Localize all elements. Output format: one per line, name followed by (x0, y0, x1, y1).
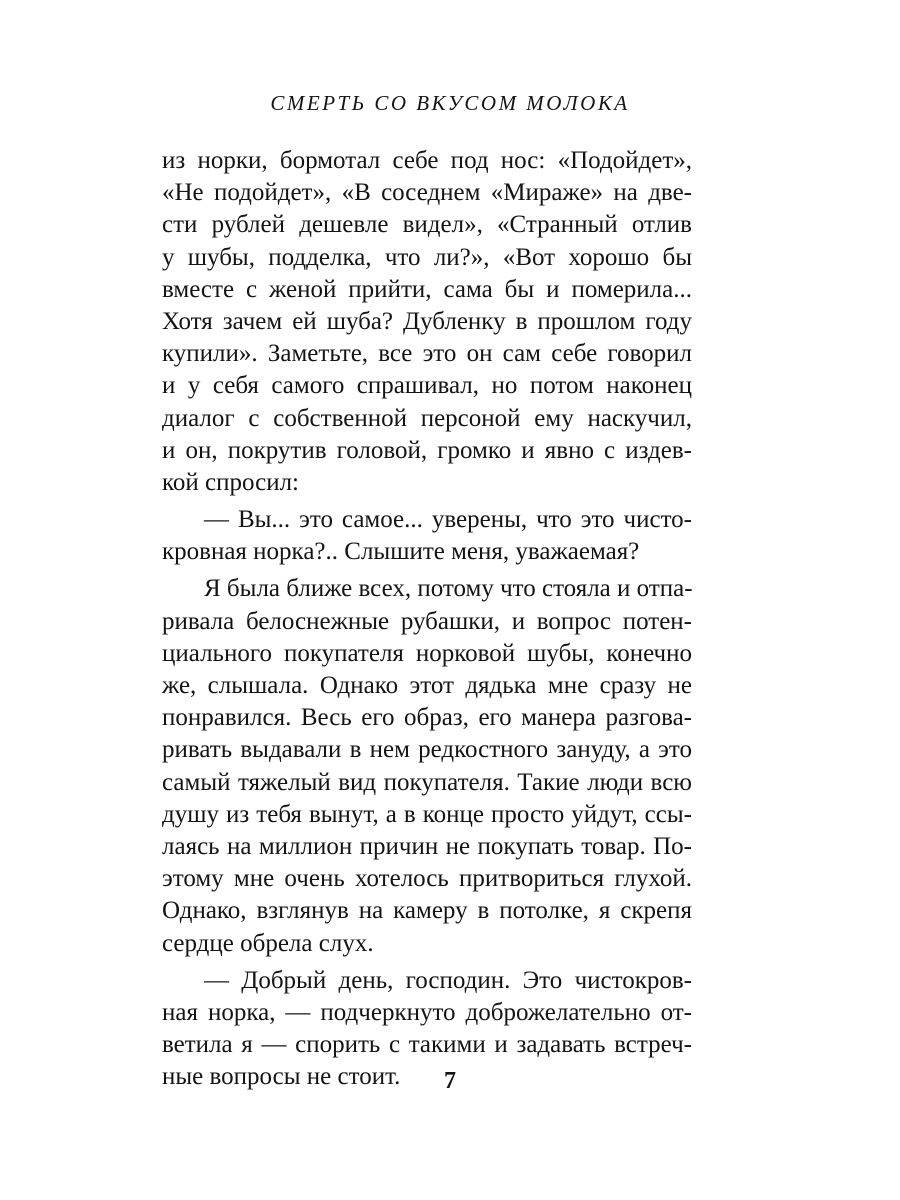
text-line: этому мне очень хотелось притвориться глухой. (162, 865, 692, 893)
text-line: кой спросил: (162, 468, 299, 496)
text-line: купили». Заметьте, все это он сам себе говорил (162, 340, 692, 368)
page-number: 7 (444, 1068, 456, 1094)
text-line: вместе с женой прийти, сама бы и померила... (162, 275, 692, 303)
text-line: ная норка, — подчеркнуто доброжелательно от- (162, 998, 692, 1026)
text-line: душу из тебя вынут, а в конце просто уйдут, ссы- (162, 800, 692, 828)
text-line: Я была ближе всех, потому что стояла и отпа- (204, 575, 693, 603)
text-line: ные вопросы не стоит. (162, 1063, 401, 1091)
text-line: диалог с собственной персоной ему наскучил, (162, 404, 692, 432)
text-line: ривать выдавали в нем редкостного зануду, а это (162, 736, 692, 764)
text-line: из норки, бормотал себе под нос: «Подойдет», (162, 147, 692, 174)
body-text (162, 145, 692, 1093)
text-line: циального покупателя норковой шубы, конечно (162, 639, 692, 667)
text-line: Однако, взглянув на камеру в потолке, я скрепя (162, 897, 692, 925)
text-line: ривала белоснежные рубашки, и вопрос потен- (162, 607, 692, 635)
paragraph-2 (162, 504, 692, 568)
paragraph-3 (162, 573, 692, 959)
text-line: сти рублей дешевле видел», «Странный отлив (162, 211, 692, 239)
text-line: ветила я — спорить с такими и задавать встреч- (162, 1031, 692, 1059)
text-line: самый тяжелый вид покупателя. Такие люди всю (162, 768, 692, 796)
text-line: и у себя самого спрашивал, но потом наконец (162, 372, 692, 400)
text-line: кровная норка?.. Слышите меня, уважаемая? (162, 538, 640, 566)
text-line: же, слышала. Однако этот дядька мне сразу не (162, 672, 692, 699)
text-line: у шубы, подделка, что ли?», «Вот хорошо бы (162, 243, 692, 271)
running-head: СМЕРТЬ СО ВКУСОМ МОЛОКА (270, 91, 630, 115)
text-line: сердце обрела слух. (162, 929, 374, 957)
text-line: и он, покрутив головой, громко и явно с издев- (162, 436, 692, 464)
text-line: — Вы... это самое... уверены, что это чисто- (204, 506, 692, 534)
text-line: — Добрый день, господин. Это чистокров- (204, 966, 692, 994)
paragraph-1 (162, 145, 692, 499)
text-line: «Не подойдет», «В соседнем «Мираже» на две- (162, 179, 692, 207)
text-line: лаясь на миллион причин не покупать товар. По- (162, 832, 692, 860)
text-line: Хотя зачем ей шуба? Дубленку в прошлом году (162, 307, 692, 335)
text-line: понравился. Весь его образ, его манера разгова- (162, 704, 692, 732)
